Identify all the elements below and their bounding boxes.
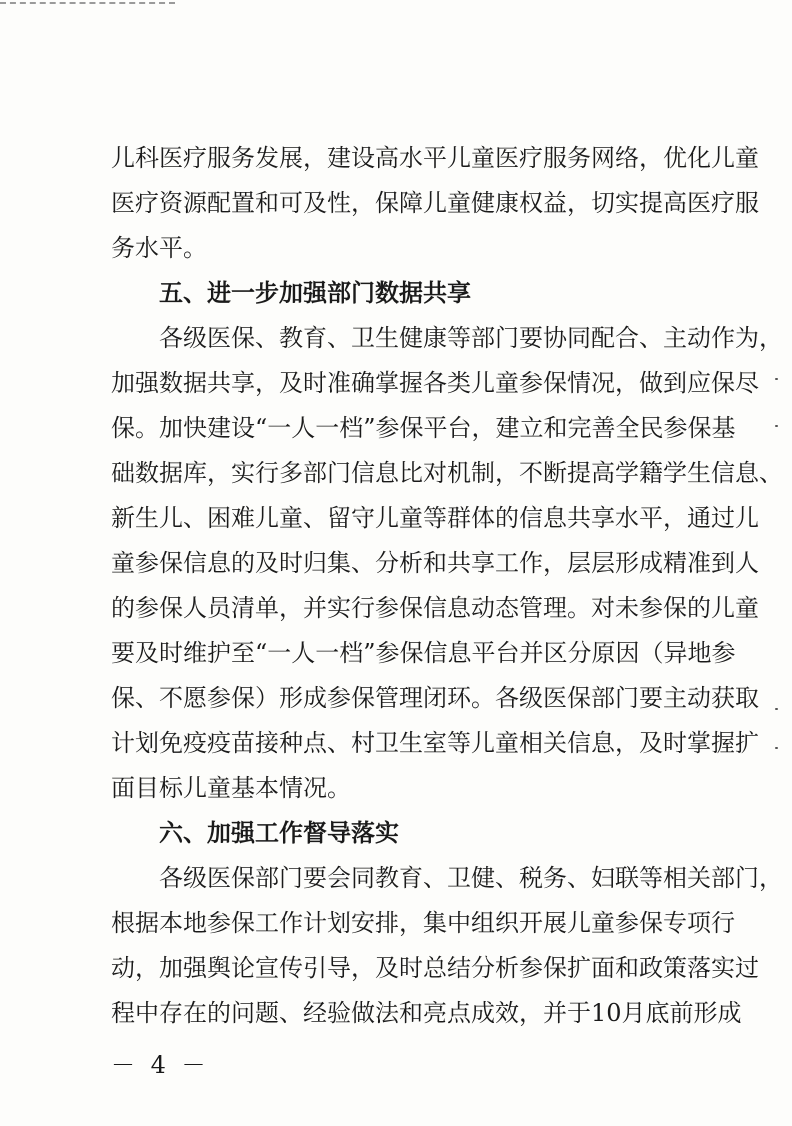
paragraph-line: 儿科医疗服务发展，建设高水平儿童医疗服务网络，优化儿童 xyxy=(111,144,759,172)
paragraph-line: 础数据库，实行多部门信息比对机制，不断提高学籍学生信息、 xyxy=(111,459,783,487)
scan-speck xyxy=(775,425,778,427)
paragraph-line: 务水平。 xyxy=(111,234,207,262)
paragraph-line: 计划免疫疫苗接种点、村卫生室等儿童相关信息，及时掌握扩 xyxy=(111,729,759,757)
scan-speck xyxy=(775,747,778,749)
paragraph-line: 医疗资源配置和可及性，保障儿童健康权益，切实提高医疗服 xyxy=(111,189,759,217)
paragraph-line: 加强数据共享，及时准确掌握各类儿童参保情况，做到应保尽 xyxy=(111,369,759,397)
paragraph-line: 新生儿、困难儿童、留守儿童等群体的信息共享水平，通过儿 xyxy=(111,504,759,532)
section-heading-5: 五、进一步加强部门数据共享 xyxy=(159,279,471,307)
section-heading-6: 六、加强工作督导落实 xyxy=(159,819,399,847)
page-number: － 4 － xyxy=(111,1051,210,1079)
paragraph-line: 童参保信息的及时归集、分析和共享工作，层层形成精准到人 xyxy=(111,549,759,577)
scan-top-edge xyxy=(0,2,175,4)
paragraph-line: 程中存在的问题、经验做法和亮点成效，并于10月底前形成 xyxy=(111,999,742,1027)
paragraph-line: 的参保人员清单，并实行参保信息动态管理。对未参保的儿童 xyxy=(111,594,759,622)
paragraph-line: 面目标儿童基本情况。 xyxy=(111,774,351,802)
paragraph-line: 要及时维护至“一人一档”参保信息平台并区分原因（异地参 xyxy=(111,639,736,667)
paragraph-line: 各级医保部门要会同教育、卫健、税务、妇联等相关部门， xyxy=(159,864,783,892)
scan-speck xyxy=(775,378,778,380)
scan-speck xyxy=(775,708,778,710)
paragraph-line: 保、不愿参保）形成参保管理闭环。各级医保部门要主动获取 xyxy=(111,684,759,712)
paragraph-line: 动，加强舆论宣传引导，及时总结分析参保扩面和政策落实过 xyxy=(111,954,759,982)
paragraph-line: 保。加快建设“一人一档”参保平台，建立和完善全民参保基 xyxy=(111,414,736,442)
paragraph-line: 根据本地参保工作计划安排，集中组织开展儿童参保专项行 xyxy=(111,909,735,937)
paragraph-line: 各级医保、教育、卫生健康等部门要协同配合、主动作为， xyxy=(159,324,783,352)
